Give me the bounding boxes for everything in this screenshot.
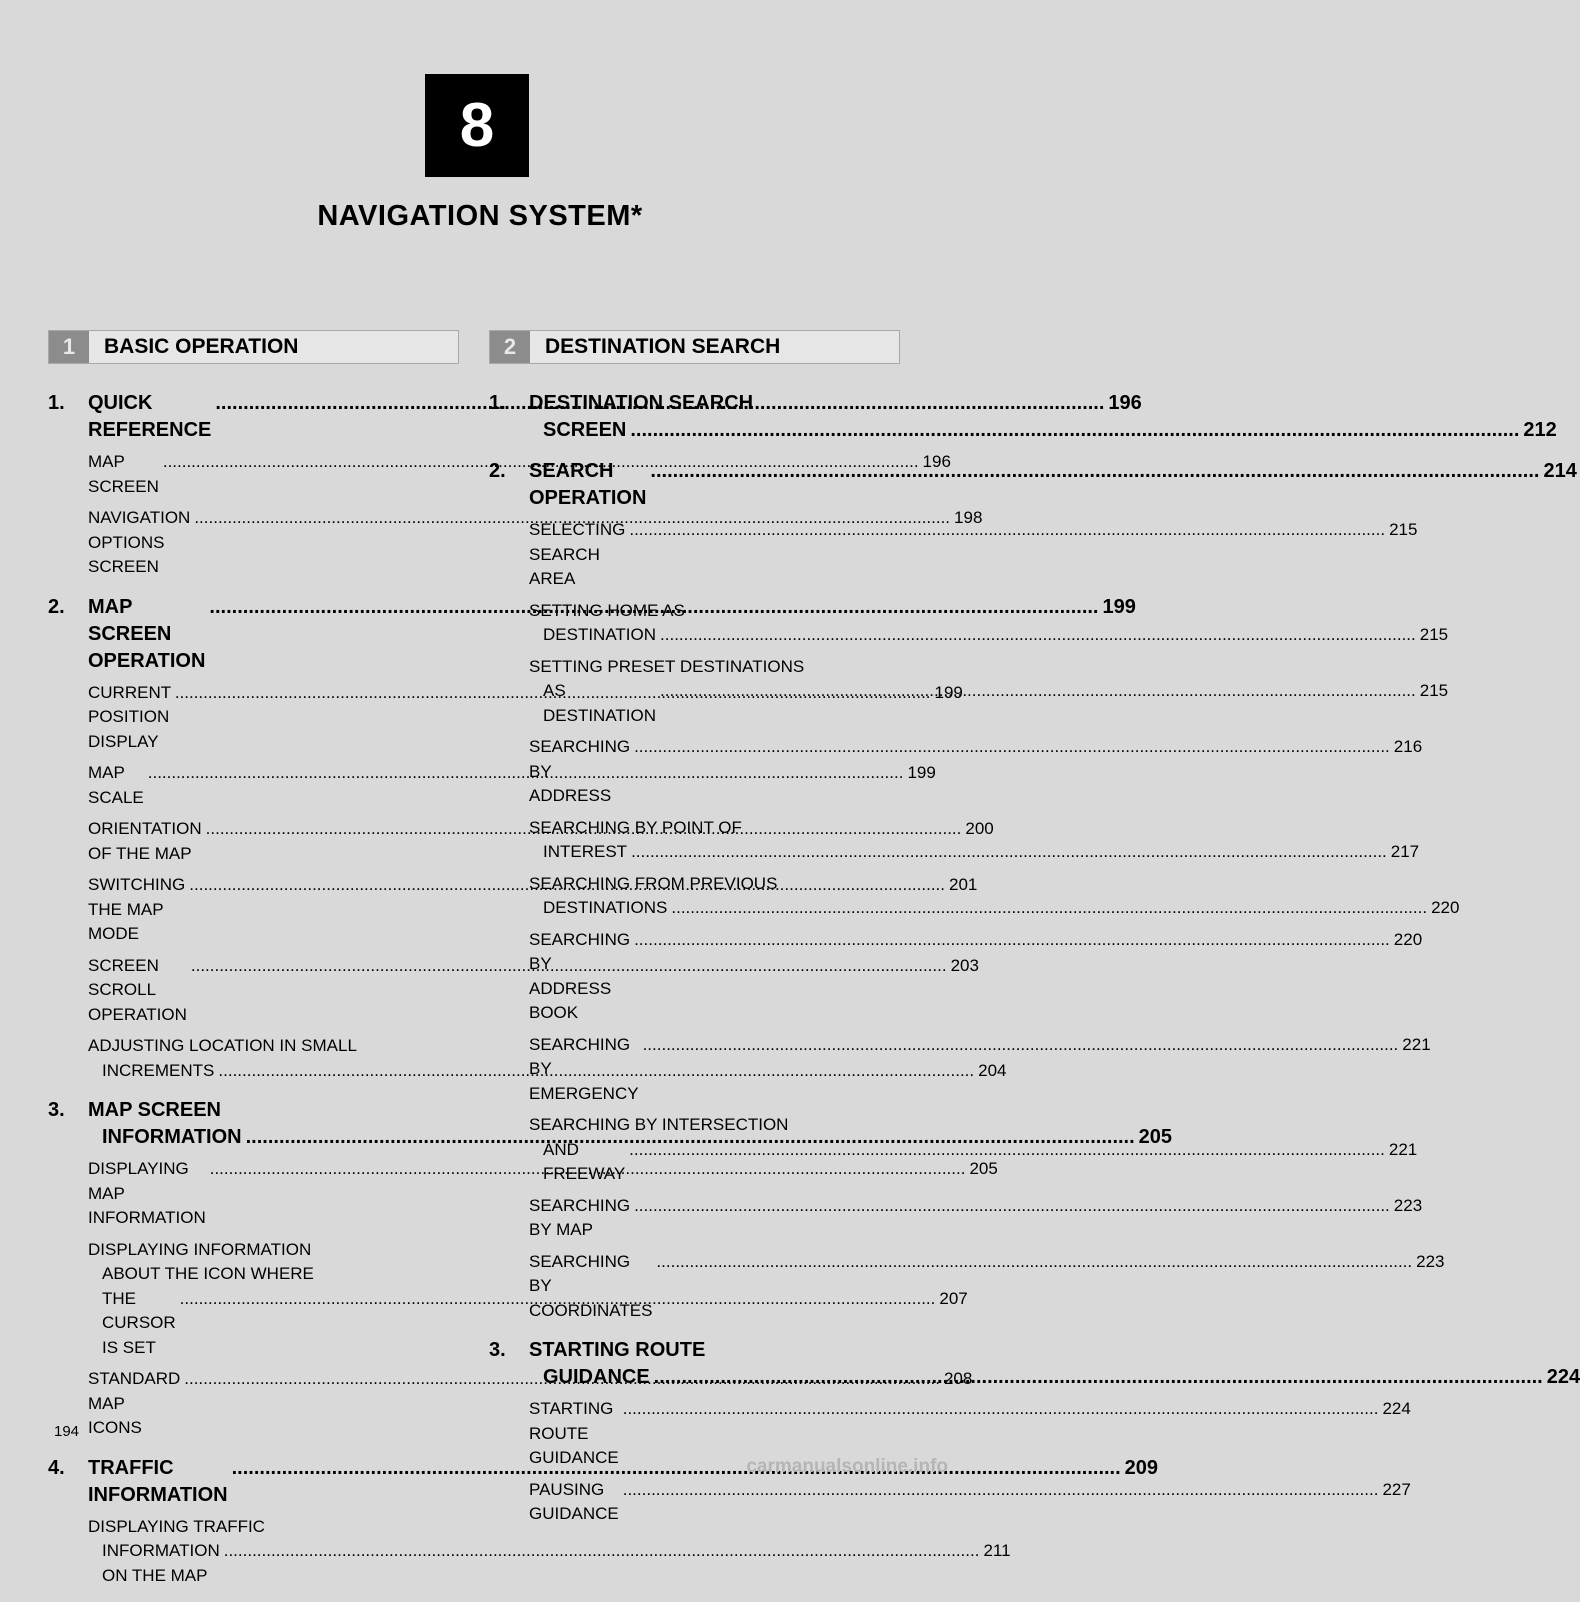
dot-leader — [671, 896, 1427, 921]
toc-chapter-title: GUIDANCE — [543, 1366, 650, 1388]
toc-entry-title: MAP SCREEN — [88, 452, 159, 496]
toc-page-number: 205 — [1138, 1126, 1173, 1148]
dot-leader — [660, 679, 1416, 704]
toc-entry[interactable] — [529, 1478, 1411, 1527]
toc-entry-title: SEARCHING BY ADDRESS — [529, 737, 631, 805]
dot-leader — [224, 1539, 980, 1564]
dot-leader — [634, 1194, 1390, 1219]
toc-entry-title: DESTINATIONS — [543, 898, 668, 917]
toc-entry-title: STANDARD MAP ICONS — [88, 1369, 181, 1437]
dot-leader — [623, 1397, 1379, 1422]
toc-chapter-number: 4. — [48, 1456, 65, 1479]
toc-entry-title: NAVIGATION OPTIONS SCREEN — [88, 508, 191, 576]
toc-chapter-title: MAP SCREEN OPERATION — [88, 595, 206, 672]
toc-page-number: 215 — [1389, 520, 1418, 539]
dot-leader — [660, 623, 1416, 648]
dot-leader — [629, 518, 1385, 543]
toc-entry-title: DISPLAYING INFORMATION — [88, 1239, 312, 1259]
toc-chapter-title: SEARCH OPERATION — [529, 460, 647, 509]
dot-leader — [656, 1250, 1412, 1275]
toc-entry-title: SCREEN SCROLL OPERATION — [88, 955, 187, 1024]
toc-page-number: 203 — [950, 955, 979, 975]
toc-chapter-number: 2. — [48, 595, 65, 618]
toc-page-number: 217 — [1390, 842, 1420, 861]
toc-entry-title: SEARCHING BY EMERGENCY — [529, 1034, 639, 1103]
chapter-title: NAVIGATION SYSTEM* — [317, 200, 643, 232]
toc-entry-title: AS DESTINATION — [543, 681, 657, 725]
toc-entry-list — [88, 1515, 1011, 1589]
toc-page-number: 204 — [978, 1060, 1007, 1080]
toc-page-number: 227 — [1382, 1479, 1411, 1499]
toc-chapter-number: 2. — [489, 460, 506, 482]
chapter-number-box — [425, 74, 529, 177]
section-title: DESTINATION SEARCH — [545, 335, 781, 358]
toc-page-number: 209 — [1124, 1456, 1159, 1479]
toc-entry[interactable] — [529, 1194, 1423, 1243]
toc-entry-title: ABOUT THE ICON WHERE — [102, 1264, 314, 1283]
dot-leader — [634, 735, 1390, 760]
toc-page-number: 208 — [943, 1369, 973, 1388]
toc-entry-title: PAUSING GUIDANCE — [529, 1479, 619, 1523]
toc-entry-title: MAP SCALE — [88, 763, 144, 807]
page-number: 194 — [54, 1423, 80, 1440]
toc-page-number: 215 — [1419, 681, 1449, 700]
toc-chapter-title: MAP SCREEN — [88, 1099, 221, 1121]
toc-chapter-number: 3. — [489, 1339, 506, 1361]
toc-page-number: 224 — [1546, 1366, 1580, 1388]
toc-entry-title: SEARCHING BY COORDINATES — [529, 1251, 653, 1320]
toc-page-number: 198 — [954, 508, 983, 527]
toc-page-number: 223 — [1393, 1195, 1423, 1215]
toc-page-number: 207 — [939, 1288, 968, 1308]
toc-chapter-title: QUICK REFERENCE — [88, 392, 212, 441]
toc-page-number: 196 — [922, 452, 951, 471]
toc-page-number: 220 — [1393, 929, 1423, 949]
section-header — [489, 330, 900, 364]
toc-page-number: 214 — [1543, 460, 1577, 482]
toc-entry-title: AND FREEWAY — [543, 1139, 626, 1183]
section-title: BASIC OPERATION — [104, 335, 299, 358]
watermark: carmanualsonline.info — [746, 1456, 948, 1477]
toc-entry-title: ORIENTATION OF THE MAP — [88, 819, 202, 863]
toc-page-number: 221 — [1388, 1139, 1418, 1159]
toc-page-number: 224 — [1382, 1399, 1411, 1418]
toc-entry-title: INFORMATION ON THE MAP — [102, 1541, 220, 1585]
dot-leader — [650, 458, 1539, 485]
toc-entry-title: INTEREST — [543, 842, 628, 861]
toc-entry-title: ADJUSTING LOCATION IN SMALL — [88, 1036, 357, 1055]
toc-page-number: 223 — [1416, 1251, 1445, 1271]
toc-chapter-number: 1. — [48, 392, 65, 414]
dot-leader — [634, 928, 1390, 953]
toc-page-number: 221 — [1402, 1034, 1431, 1054]
toc-page-number: 220 — [1431, 898, 1460, 917]
toc-page-number: 216 — [1393, 737, 1423, 756]
toc-entry[interactable] — [88, 1515, 1011, 1589]
toc-entry-title: SETTING HOME AS — [529, 600, 685, 620]
toc-page-number: 205 — [969, 1159, 998, 1178]
toc-chapter-number: 3. — [48, 1099, 65, 1121]
toc-entry-title: STARTING ROUTE GUIDANCE — [529, 1399, 619, 1467]
toc-page-number: 212 — [1523, 419, 1557, 441]
toc-page-number: 215 — [1419, 625, 1449, 644]
toc-chapter-title: TRAFFIC INFORMATION — [88, 1456, 228, 1506]
toc-entry-title: SWITCHING THE MAP MODE — [88, 875, 186, 943]
toc-entry-title: SEARCHING BY ADDRESS BOOK — [529, 929, 631, 1022]
toc-entry-title: SEARCHING BY POINT OF — [529, 817, 742, 837]
toc-entry-title: SELECTING SEARCH AREA — [529, 520, 626, 588]
toc-entry-title: SETTING PRESET DESTINATIONS — [529, 656, 805, 676]
toc-chapter-title: DESTINATION SEARCH — [529, 392, 754, 414]
toc-entry[interactable] — [529, 518, 1418, 592]
toc-page-number: 211 — [983, 1541, 1011, 1560]
toc-chapter-number: 1. — [489, 392, 506, 414]
section-header — [48, 330, 459, 364]
dot-leader — [643, 1033, 1399, 1058]
section-number: 1 — [49, 331, 89, 363]
toc-entry-title: DISPLAYING MAP INFORMATION — [88, 1159, 206, 1227]
toc-chapter-title: STARTING ROUTE — [529, 1339, 706, 1361]
toc-page-number: 200 — [965, 819, 994, 838]
toc-page-number: 201 — [948, 875, 978, 894]
toc-page-number: 199 — [1102, 595, 1136, 618]
toc-page-number: 196 — [1108, 392, 1142, 414]
toc-entry-title: SEARCHING FROM PREVIOUS — [529, 873, 778, 893]
toc-page-number: 199 — [907, 763, 936, 782]
toc-entry-title: DISPLAYING TRAFFIC — [88, 1516, 265, 1536]
toc-entry-title: THE CURSOR IS SET — [102, 1288, 176, 1357]
toc-page-number: 199 — [934, 682, 963, 702]
section-number: 2 — [490, 331, 530, 363]
dot-leader — [630, 417, 1519, 444]
toc-entry-title: DESTINATION — [543, 625, 657, 644]
dot-leader — [654, 1364, 1543, 1391]
toc-chapter-title: INFORMATION — [102, 1126, 242, 1148]
toc-entry-title: INCREMENTS — [102, 1060, 215, 1080]
toc-entry-title: SEARCHING BY INTERSECTION — [529, 1115, 789, 1134]
dot-leader — [629, 1138, 1385, 1163]
dot-leader — [623, 1478, 1379, 1503]
chapter-number: 8 — [459, 91, 495, 160]
dot-leader — [631, 840, 1387, 865]
toc-entry-title: SEARCHING BY MAP — [529, 1195, 631, 1239]
toc-chapter-title: SCREEN — [543, 419, 627, 441]
toc-entry-title: CURRENT POSITION DISPLAY — [88, 682, 171, 751]
